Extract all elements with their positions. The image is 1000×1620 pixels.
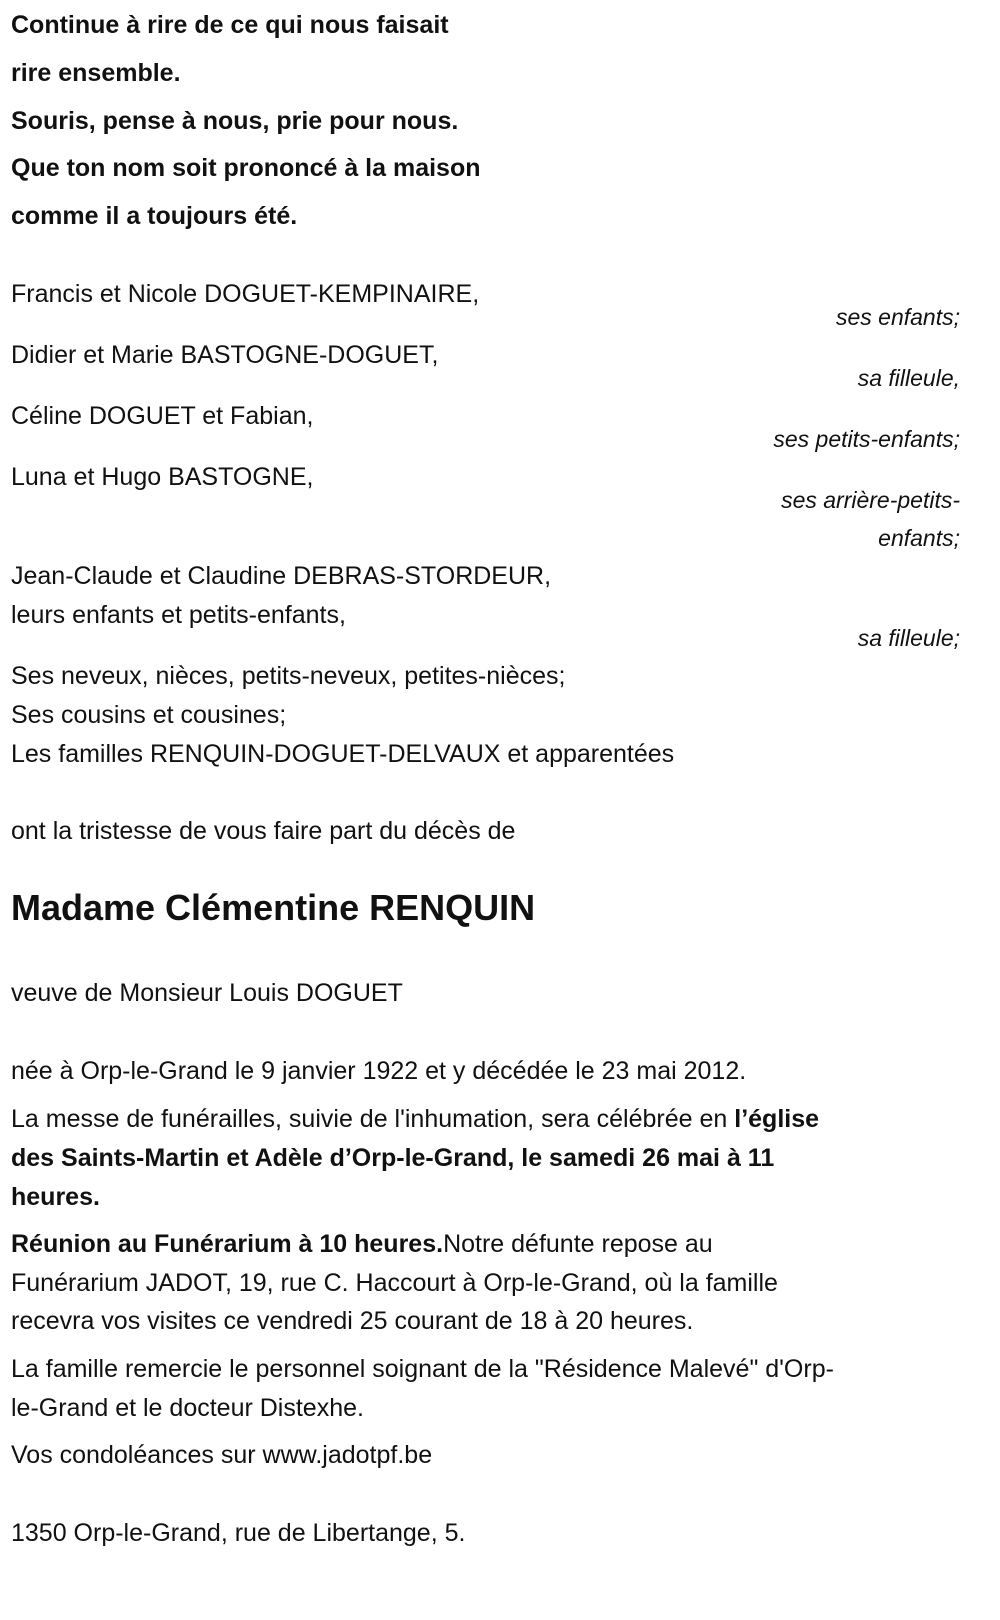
meeting-text: Notre défunte repose au <box>443 1230 713 1258</box>
relatives-line: Ses cousins et cousines; <box>11 701 287 729</box>
condolences: Vos condoléances sur www.jadotpf.be <box>11 1441 433 1469</box>
birth-death: née à Orp-le-Grand le 9 janvier 1922 et y décédée le 23 mai 2012. <box>11 1057 747 1085</box>
mass-line <box>11 1104 819 1134</box>
family-role: ses enfants; <box>835 304 960 330</box>
family-name: leurs enfants et petits-enfants, <box>11 601 346 629</box>
widow-of: veuve de Monsieur Louis DOGUET <box>11 979 403 1007</box>
meeting-line: Funérarium JADOT, 19, rue C. Haccourt à Orp-le-Grand, où la famille <box>11 1269 778 1297</box>
poem-line: Souris, pense à nous, prie pour nous. <box>11 107 459 135</box>
relatives-line: Les familles RENQUIN-DOGUET-DELVAUX et apparentées <box>11 740 675 768</box>
family-role: sa filleule; <box>857 625 960 651</box>
thanks-line: La famille remercie le personnel soignant de la "Résidence Malevé" d'Orp- <box>11 1355 834 1383</box>
family-name: Francis et Nicole DOGUET-KEMPINAIRE, <box>11 280 480 308</box>
poem-line: Continue à rire de ce qui nous faisait <box>11 11 449 39</box>
announcement: ont la tristesse de vous faire part du décès de <box>11 817 516 845</box>
address: 1350 Orp-le-Grand, rue de Libertange, 5. <box>11 1519 466 1547</box>
family-role: ses petits-enfants; <box>773 426 960 452</box>
mass-line: heures. <box>11 1183 100 1211</box>
family-name: Jean-Claude et Claudine DEBRAS-STORDEUR, <box>11 562 552 590</box>
family-role: sa filleule, <box>857 365 960 391</box>
family-name: Didier et Marie BASTOGNE-DOGUET, <box>11 341 439 369</box>
family-role: ses arrière-petits- <box>781 487 960 513</box>
family-name: Luna et Hugo BASTOGNE, <box>11 463 314 491</box>
meeting-line <box>11 1229 713 1259</box>
poem-line: comme il a toujours été. <box>11 202 298 230</box>
relatives-line: Ses neveux, nièces, petits-neveux, petites-nièces; <box>11 662 566 690</box>
family-role: enfants; <box>878 525 960 551</box>
poem-line: Que ton nom soit prononcé à la maison <box>11 154 481 182</box>
thanks-line: le-Grand et le docteur Distexhe. <box>11 1394 364 1422</box>
mass-church: l’église <box>734 1105 820 1133</box>
mass-text: La messe de funérailles, suivie de l'inhumation, sera célébrée en <box>11 1105 735 1133</box>
family-name: Céline DOGUET et Fabian, <box>11 402 314 430</box>
poem-line: rire ensemble. <box>11 59 181 87</box>
mass-line: des Saints-Martin et Adèle d’Orp-le-Grand, le samedi 26 mai à 11 <box>11 1144 775 1172</box>
meeting-time: Réunion au Funérarium à 10 heures. <box>11 1230 444 1258</box>
deceased-name: Madame Clémentine RENQUIN <box>11 887 536 928</box>
meeting-line: recevra vos visites ce vendredi 25 courant de 18 à 20 heures. <box>11 1307 694 1335</box>
